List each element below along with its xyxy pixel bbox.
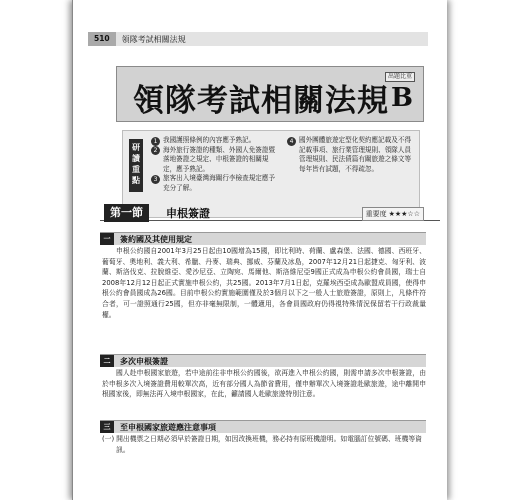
- key-points-left-column: [151, 136, 277, 194]
- key-point-text: 國外團體旅遊定型化契約應記載及不得記載事項、旅行業管理規則、領隊人員管理規則、民法債篇有關旅遊之條文等每年皆有試題，不得疏忽。: [299, 136, 412, 173]
- subsection-title: 至申根國家旅遊應注意事項: [120, 422, 216, 432]
- number-badge-icon: 1: [151, 137, 160, 146]
- key-point-text: 海外旅行簽證的種類、外國人免簽證暨落地簽證之規定、申根簽證的相關規定，應予熟記。: [163, 145, 276, 173]
- key-point-text: 旅客出入境臺灣海關行李檢查規定應予充分了解。: [163, 174, 276, 192]
- frequency-grade: B: [391, 83, 413, 113]
- subsection-title: 簽約國及其使用規定: [120, 234, 192, 244]
- number-badge-icon: 2: [151, 146, 160, 155]
- running-header: [88, 32, 428, 46]
- subsection-heading: [100, 354, 426, 367]
- section-title: 申根簽證: [166, 207, 210, 220]
- page-number: 510: [88, 32, 116, 46]
- list-marker: (一): [102, 435, 115, 443]
- body-paragraph: 國人赴申根國家旅遊，若中途前往非申根公約國後，欲再進入申根公約國，則需申請多次申根簽證，由於申根多次入境簽證費用較單次高，近有部分國人為節省費用，僅申辦單次入境簽證赴歐旅遊，途中離開申根國家後，即無法再入境申根國家，在此，籲請國人赴歐旅遊特別注意。: [102, 369, 426, 399]
- subsection-number: 一: [100, 233, 114, 245]
- star-rating-icon: ★★★☆☆: [388, 210, 420, 218]
- key-point-item: [151, 146, 277, 175]
- number-badge-icon: 4: [287, 137, 296, 146]
- running-title: 領隊考試相關法規: [121, 34, 186, 44]
- importance-label: 重要度: [365, 210, 387, 218]
- list-item: [102, 434, 426, 455]
- key-points-right-column: [287, 136, 413, 174]
- chapter-banner: [116, 66, 424, 122]
- subsection-number: 三: [100, 421, 114, 433]
- list-item-text: 開出機票之日期必須早於簽證日期，如因改換班機，務必持有原班機證明。如電腦訂位號碼、班機等資訊。: [116, 435, 422, 454]
- frequency-label: 出題比重: [385, 72, 415, 82]
- subsection-heading: [100, 232, 426, 245]
- key-point-item: [287, 136, 413, 174]
- subsection-number: 二: [100, 355, 114, 367]
- key-point-item: [151, 174, 277, 193]
- number-badge-icon: 3: [151, 175, 160, 184]
- key-point-item: [151, 136, 277, 146]
- body-paragraph: 申根公約國自2001年3月25日起由10國增為15國，即比利時、荷蘭、盧森堡、法國、德國、西班牙、葡萄牙、奧地利、義大利、希臘、丹麥、瑞典、挪威、芬蘭及冰島，2007年12月21日起捷克、匈牙利、波蘭、斯洛伐克、拉脫維亞、愛沙尼亞、立陶宛、馬爾他、斯洛維尼亞9國正式成為申根公約會員國，瑞士自2008年12月12日起正式實施申根公約，共25國。2013年7月1日起，克羅埃西亞成為歐盟成員國，使得申根公約會員國成為26國。目前申根公約實施範圍僅及於3個月以下之一般人士旅遊簽證，原則上，凡條件符合者，可一證照通行25國，但亦非毫無限制，一體適用，各會員國政府仍得視特殊情況保留若干行政裁量權。: [102, 247, 426, 319]
- importance-rating: [362, 207, 424, 221]
- section-number: 第一節: [104, 204, 149, 222]
- key-points-tag: 研讀重點: [129, 139, 143, 192]
- book-page: [72, 0, 447, 500]
- key-point-text: 我國護照條例的內容應予熟記。: [163, 136, 256, 144]
- chapter-title: 領隊考試相關法規: [133, 83, 389, 119]
- section-heading: [100, 203, 440, 223]
- subsection-title: 多次申根簽證: [120, 356, 168, 366]
- subsection-heading: [100, 420, 426, 433]
